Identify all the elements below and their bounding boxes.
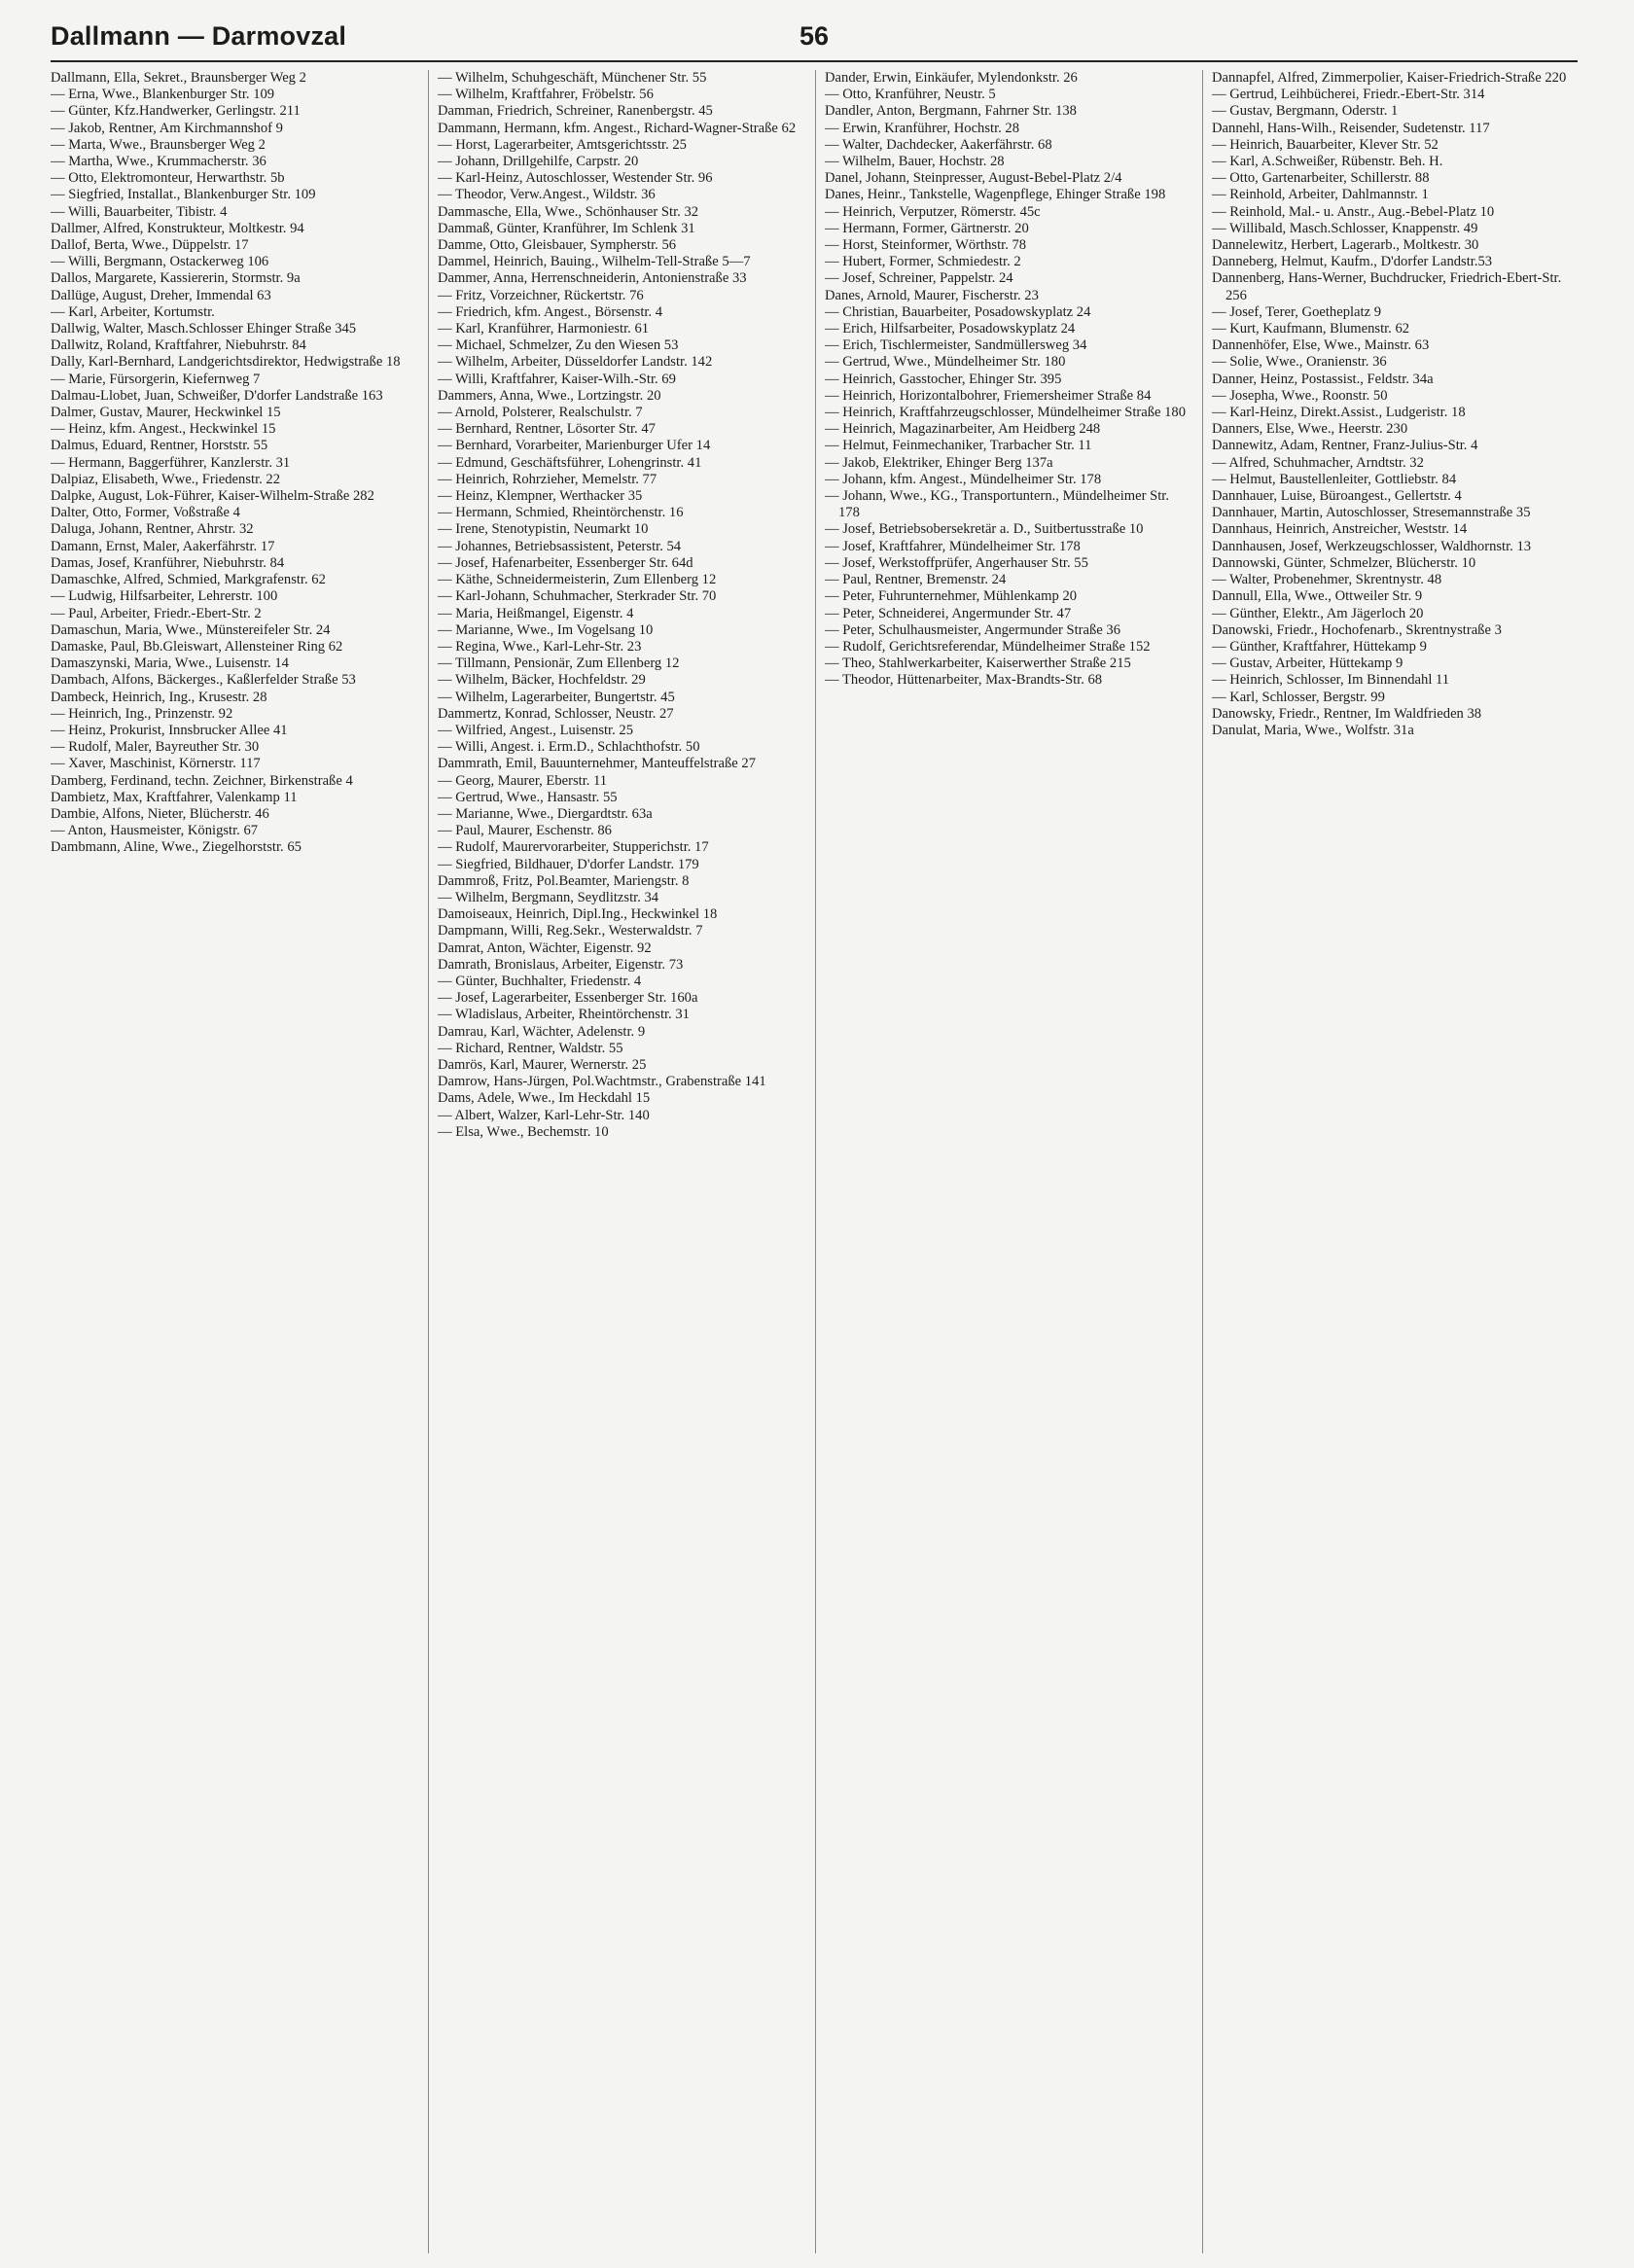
directory-entry: — Josef, Betriebsobersekretär a. D., Suitbertusstraße 10 [825, 521, 1144, 538]
directory-entry: Dallmann, Ella, Sekret., Braunsberger Weg 2 [51, 70, 306, 86]
directory-entry: — Willi, Bauarbeiter, Tibistr. 4 [51, 203, 228, 220]
directory-entry: — Wilhelm, Bergmann, Seydlitzstr. 34 [438, 889, 659, 905]
directory-entry: — Otto, Elektromonteur, Herwarthstr. 5b [51, 170, 285, 187]
directory-entry: — Erna, Wwe., Blankenburger Str. 109 [51, 87, 275, 103]
directory-entry: — Tillmann, Pensionär, Zum Ellenberg 12 [438, 656, 680, 672]
directory-entry: Dannenhöfer, Else, Wwe., Mainstr. 63 [1212, 337, 1430, 354]
directory-entry: — Wilfried, Angest., Luisenstr. 25 [438, 722, 634, 738]
directory-entry: Dammaß, Günter, Kranführer, Im Schlenk 31 [438, 220, 695, 236]
directory-entry: — Wilhelm, Arbeiter, Düsseldorfer Landstr. 142 [438, 354, 713, 371]
directory-entry: — Karl-Heinz, Direkt.Assist., Ludgeristr. 18 [1212, 405, 1466, 421]
directory-entry: — Gertrud, Wwe., Mündelheimer Str. 180 [825, 354, 1066, 371]
directory-entry: — Alfred, Schuhmacher, Arndtstr. 32 [1212, 454, 1424, 471]
directory-entry: Damoiseaux, Heinrich, Dipl.Ing., Heckwinkel 18 [438, 906, 718, 923]
directory-entry: — Wilhelm, Bauer, Hochstr. 28 [825, 154, 1005, 170]
directory-entry: — Gertrud, Leihbücherei, Friedr.-Ebert-Str. 314 [1212, 87, 1485, 103]
directory-entry: — Georg, Maurer, Eberstr. 11 [438, 772, 608, 789]
directory-entry: — Wilhelm, Schuhgeschäft, Münchener Str. 55 [438, 70, 707, 86]
directory-entry: — Heinrich, Schlosser, Im Binnendahl 11 [1212, 672, 1450, 689]
directory-entry: — Hubert, Former, Schmiedestr. 2 [825, 254, 1021, 270]
directory-entry: — Marianne, Wwe., Diergardtstr. 63a [438, 805, 653, 822]
directory-entry: — Gertrud, Wwe., Hansastr. 55 [438, 789, 618, 805]
running-head: Dallmann — Darmovzal [51, 21, 347, 51]
directory-entry: — Willi, Bergmann, Ostackerweg 106 [51, 254, 269, 270]
directory-entry: — Ludwig, Hilfsarbeiter, Lehrerstr. 100 [51, 588, 278, 605]
directory-entry: — Regina, Wwe., Karl-Lehr-Str. 23 [438, 638, 642, 655]
directory-entry: — Edmund, Geschäftsführer, Lohengrinstr. 41 [438, 454, 702, 471]
directory-entry: Dallwig, Walter, Masch.Schlosser Ehinger Straße 345 [51, 321, 357, 337]
directory-entry: Danes, Heinr., Tankstelle, Wagenpflege, Ehinger Straße 198 [825, 187, 1166, 203]
directory-entry: Dannehl, Hans-Wilh., Reisender, Sudetenstr. 117 [1212, 120, 1490, 136]
directory-entry: Damman, Friedrich, Schreiner, Ranenbergstr. 45 [438, 103, 713, 120]
directory-entry: — Johann, Drillgehilfe, Carpstr. 20 [438, 154, 639, 170]
column-divider [428, 70, 429, 2253]
directory-entry: — Horst, Steinformer, Wörthstr. 78 [825, 237, 1027, 254]
directory-entry: Dampmann, Willi, Reg.Sekr., Westerwaldstr. 7 [438, 923, 703, 939]
directory-entry: — Rudolf, Maurervorarbeiter, Stupperichstr. 17 [438, 839, 709, 856]
directory-entry: — Hermann, Schmied, Rheintörchenstr. 16 [438, 505, 684, 521]
directory-entry: Danulat, Maria, Wwe., Wolfstr. 31a [1212, 722, 1414, 738]
directory-entry: — Gustav, Bergmann, Oderstr. 1 [1212, 103, 1399, 120]
directory-entry: — Bernhard, Vorarbeiter, Marienburger Ufer 14 [438, 438, 711, 454]
directory-entry: Damann, Ernst, Maler, Aakerfährstr. 17 [51, 538, 275, 554]
directory-entry: — Heinz, Klempner, Werthacker 35 [438, 488, 643, 505]
directory-entry: — Josef, Terer, Goetheplatz 9 [1212, 303, 1381, 320]
directory-entry: — Wilhelm, Lagerarbeiter, Bungertstr. 45 [438, 689, 675, 705]
directory-entry: Dalter, Otto, Former, Voßstraße 4 [51, 505, 240, 521]
directory-entry: — Peter, Fuhrunternehmer, Mühlenkamp 20 [825, 588, 1078, 605]
directory-entry: — Otto, Kranführer, Neustr. 5 [825, 87, 996, 103]
directory-entry: Danes, Arnold, Maurer, Fischerstr. 23 [825, 287, 1039, 303]
directory-entry: Dally, Karl-Bernhard, Landgerichtsdirektor, Hedwigstraße 18 [51, 354, 401, 371]
directory-entry: — Karl, Arbeiter, Kortumstr. [51, 303, 215, 320]
directory-entry: — Albert, Walzer, Karl-Lehr-Str. 140 [438, 1107, 650, 1123]
directory-entry: Dallwitz, Roland, Kraftfahrer, Niebuhrstr. 84 [51, 337, 306, 354]
directory-entry: Dandler, Anton, Bergmann, Fahrner Str. 138 [825, 103, 1077, 120]
directory-entry: — Rudolf, Gerichtsreferendar, Mündelheimer Straße 152 [825, 638, 1151, 655]
directory-entry: Dannenberg, Hans-Werner, Buchdrucker, Friedrich-Ebert-Str. 256 [1212, 270, 1562, 303]
directory-entry: Dallüge, August, Dreher, Immendal 63 [51, 287, 271, 303]
directory-entry: Dammel, Heinrich, Bauing., Wilhelm-Tell-Straße 5—7 [438, 254, 751, 270]
directory-entry: Dallos, Margarete, Kassiererin, Stormstr. 9a [51, 270, 301, 287]
directory-entry: Dammers, Anna, Wwe., Lortzingstr. 20 [438, 387, 661, 404]
directory-entry: — Paul, Rentner, Bremenstr. 24 [825, 572, 1007, 588]
directory-entry: — Willi, Kraftfahrer, Kaiser-Wilh.-Str. 69 [438, 371, 676, 387]
directory-entry: Dambie, Alfons, Nieter, Blücherstr. 46 [51, 805, 269, 822]
directory-entry: Danners, Else, Wwe., Heerstr. 230 [1212, 421, 1408, 438]
directory-entry: Dammer, Anna, Herrenschneiderin, Antonienstraße 33 [438, 270, 747, 287]
directory-entry: — Heinrich, Gasstocher, Ehinger Str. 395 [825, 371, 1062, 387]
column-2 [438, 70, 805, 2253]
directory-entry: Dammann, Hermann, kfm. Angest., Richard-Wagner-Straße 62 [438, 120, 797, 136]
directory-entry: Dannowski, Günter, Schmelzer, Blücherstr. 10 [1212, 554, 1476, 571]
directory-entry: Danner, Heinz, Postassist., Feldstr. 34a [1212, 371, 1434, 387]
directory-entry: — Hermann, Baggerführer, Kanzlerstr. 31 [51, 454, 291, 471]
directory-entry: — Walter, Probenehmer, Skrentnystr. 48 [1212, 572, 1442, 588]
directory-entry: — Willi, Angest. i. Erm.D., Schlachthofstr. 50 [438, 739, 700, 756]
directory-entry: — Günther, Elektr., Am Jägerloch 20 [1212, 605, 1424, 621]
directory-entry: Dander, Erwin, Einkäufer, Mylendonkstr. 26 [825, 70, 1078, 86]
directory-entry: — Wilhelm, Kraftfahrer, Fröbelstr. 56 [438, 87, 654, 103]
directory-entry: — Günther, Kraftfahrer, Hüttekamp 9 [1212, 638, 1427, 655]
directory-entry: Dannewitz, Adam, Rentner, Franz-Julius-Str. 4 [1212, 438, 1478, 454]
directory-entry: — Wilhelm, Bäcker, Hochfeldstr. 29 [438, 672, 646, 689]
directory-entry: Dalmer, Gustav, Maurer, Heckwinkel 15 [51, 405, 281, 421]
directory-entry: — Johann, Wwe., KG., Transportuntern., Mündelheimer Str. 178 [825, 488, 1170, 521]
directory-entry: Dallof, Berta, Wwe., Düppelstr. 17 [51, 237, 249, 254]
page-number: 56 [799, 21, 830, 51]
directory-entry: — Friedrich, kfm. Angest., Börsenstr. 4 [438, 303, 663, 320]
directory-entry: Dannhausen, Josef, Werkzeugschlosser, Waldhornstr. 13 [1212, 538, 1532, 554]
directory-entry: — Paul, Arbeiter, Friedr.-Ebert-Str. 2 [51, 605, 262, 621]
directory-entry: Dammrath, Emil, Bauunternehmer, Manteuffelstraße 27 [438, 756, 756, 772]
directory-entry: — Karl, Schlosser, Bergstr. 99 [1212, 689, 1385, 705]
directory-entry: — Heinrich, Rohrzieher, Memelstr. 77 [438, 471, 657, 487]
directory-entry: Dambmann, Aline, Wwe., Ziegelhorststr. 65 [51, 839, 302, 856]
directory-entry: Damrau, Karl, Wächter, Adelenstr. 9 [438, 1023, 646, 1040]
directory-entry: — Paul, Maurer, Eschenstr. 86 [438, 823, 612, 839]
directory-entry: — Siegfried, Bildhauer, D'dorfer Landstr. 179 [438, 856, 699, 872]
directory-entry: — Helmut, Feinmechaniker, Trarbacher Str. 11 [825, 438, 1092, 454]
directory-entry: — Irene, Stenotypistin, Neumarkt 10 [438, 521, 649, 538]
directory-entry: — Erwin, Kranführer, Hochstr. 28 [825, 120, 1020, 136]
directory-entry: — Peter, Schneiderei, Angermunder Str. 47 [825, 605, 1072, 621]
directory-entry: Damrow, Hans-Jürgen, Pol.Wachtmstr., Grabenstraße 141 [438, 1074, 766, 1090]
directory-entry: — Willibald, Masch.Schlosser, Knappenstr. 49 [1212, 220, 1478, 236]
directory-entry: — Hermann, Former, Gärtnerstr. 20 [825, 220, 1029, 236]
directory-entry: — Karl-Heinz, Autoschlosser, Westender Str. 96 [438, 170, 713, 187]
directory-entry: — Reinhold, Arbeiter, Dahlmannstr. 1 [1212, 187, 1429, 203]
directory-entry: — Theodor, Verw.Angest., Wildstr. 36 [438, 187, 656, 203]
directory-entry: — Wladislaus, Arbeiter, Rheintörchenstr. 31 [438, 1007, 690, 1023]
directory-entry: — Theo, Stahlwerkarbeiter, Kaiserwerther Straße 215 [825, 656, 1131, 672]
column-4 [1212, 70, 1580, 2253]
directory-entry: — Xaver, Maschinist, Körnerstr. 117 [51, 756, 261, 772]
directory-entry: — Karl, A.Schweißer, Rübenstr. Beh. H. [1212, 154, 1443, 170]
directory-entry: — Kurt, Kaufmann, Blumenstr. 62 [1212, 321, 1410, 337]
directory-entry: — Theodor, Hüttenarbeiter, Max-Brandts-Str. 68 [825, 672, 1103, 689]
directory-entry: — Marie, Fürsorgerin, Kiefernweg 7 [51, 371, 261, 387]
directory-entry: — Horst, Lagerarbeiter, Amtsgerichtsstr. 25 [438, 136, 687, 153]
directory-entry: — Gustav, Arbeiter, Hüttekamp 9 [1212, 656, 1403, 672]
directory-entry: Damme, Otto, Gleisbauer, Sympherstr. 56 [438, 237, 677, 254]
directory-entry: — Erich, Tischlermeister, Sandmüllersweg 34 [825, 337, 1087, 354]
directory-entry: Danowsky, Friedr., Rentner, Im Waldfrieden 38 [1212, 705, 1482, 722]
directory-entry: — Heinz, kfm. Angest., Heckwinkel 15 [51, 421, 276, 438]
directory-entry: — Josef, Werkstoffprüfer, Angerhauser Str. 55 [825, 554, 1088, 571]
directory-entry: Damaszynski, Maria, Wwe., Luisenstr. 14 [51, 656, 289, 672]
directory-entry: — Marianne, Wwe., Im Vogelsang 10 [438, 621, 654, 638]
directory-entry: — Heinrich, Horizontalbohrer, Friemersheimer Straße 84 [825, 387, 1152, 404]
directory-entry: — Erich, Hilfsarbeiter, Posadowskyplatz 24 [825, 321, 1076, 337]
directory-entry: — Siegfried, Installat., Blankenburger Str. 109 [51, 187, 316, 203]
directory-entry: Dannhauer, Luise, Büroangest., Gellertstr. 4 [1212, 488, 1462, 505]
directory-entry: Dammertz, Konrad, Schlosser, Neustr. 27 [438, 705, 674, 722]
directory-entry: — Richard, Rentner, Waldstr. 55 [438, 1040, 623, 1056]
directory-entry: — Heinrich, Verputzer, Römerstr. 45c [825, 203, 1041, 220]
directory-entry: Damrös, Karl, Maurer, Wernerstr. 25 [438, 1056, 647, 1073]
directory-entry: — Josef, Hafenarbeiter, Essenberger Str. 64d [438, 554, 693, 571]
directory-entry: — Bernhard, Rentner, Lösorter Str. 47 [438, 421, 656, 438]
directory-entry: — Marta, Wwe., Braunsberger Weg 2 [51, 136, 266, 153]
directory-entry: Dannhaus, Heinrich, Anstreicher, Weststr. 14 [1212, 521, 1468, 538]
directory-entry: — Heinrich, Magazinarbeiter, Am Heidberg 248 [825, 421, 1101, 438]
directory-entry: Danowski, Friedr., Hochofenarb., Skrentnystraße 3 [1212, 621, 1502, 638]
directory-entry: — Arnold, Polsterer, Realschulstr. 7 [438, 405, 643, 421]
directory-entry: — Josepha, Wwe., Roonstr. 50 [1212, 387, 1388, 404]
directory-entry: Dalmus, Eduard, Rentner, Horststr. 55 [51, 438, 268, 454]
directory-entry: — Elsa, Wwe., Bechemstr. 10 [438, 1123, 609, 1140]
directory-entry: — Karl-Johann, Schuhmacher, Sterkrader Str. 70 [438, 588, 717, 605]
directory-entry: Dalpiaz, Elisabeth, Wwe., Friedenstr. 22 [51, 471, 281, 487]
directory-entry: Danel, Johann, Steinpresser, August-Bebel-Platz 2/4 [825, 170, 1122, 187]
directory-entry: — Otto, Gartenarbeiter, Schillerstr. 88 [1212, 170, 1430, 187]
directory-entry: Dannull, Ella, Wwe., Ottweiler Str. 9 [1212, 588, 1423, 605]
directory-entry: — Karl, Kranführer, Harmoniestr. 61 [438, 321, 650, 337]
page-header [51, 18, 1578, 62]
directory-entry: Dambietz, Max, Kraftfahrer, Valenkamp 11 [51, 789, 298, 805]
directory-entry: Dambach, Alfons, Bäckerges., Kaßlerfelder Straße 53 [51, 672, 356, 689]
directory-entry: — Anton, Hausmeister, Königstr. 67 [51, 823, 259, 839]
directory-entry: Damaschke, Alfred, Schmied, Markgrafenstr. 62 [51, 572, 326, 588]
column-3 [825, 70, 1192, 2253]
directory-entry: — Fritz, Vorzeichner, Rückertstr. 76 [438, 287, 644, 303]
directory-entry: — Günter, Kfz.Handwerker, Gerlingstr. 211 [51, 103, 301, 120]
directory-entry: Dalpke, August, Lok-Führer, Kaiser-Wilhelm-Straße 282 [51, 488, 374, 505]
directory-entry: — Solie, Wwe., Oranienstr. 36 [1212, 354, 1387, 371]
directory-entry: Dannelewitz, Herbert, Lagerarb., Moltkestr. 30 [1212, 237, 1479, 254]
directory-entry: — Johannes, Betriebsassistent, Peterstr. 54 [438, 538, 682, 554]
directory-entry: Damaschun, Maria, Wwe., Münstereifeler Str. 24 [51, 621, 331, 638]
directory-entry: — Martha, Wwe., Krummacherstr. 36 [51, 154, 266, 170]
directory-entry: Dalmau-Llobet, Juan, Schweißer, D'dorfer Landstraße 163 [51, 387, 383, 404]
directory-entry: Dallmer, Alfred, Konstrukteur, Moltkestr. 94 [51, 220, 304, 236]
directory-entry: — Johann, kfm. Angest., Mündelheimer Str. 178 [825, 471, 1102, 487]
directory-entry: — Maria, Heißmangel, Eigenstr. 4 [438, 605, 634, 621]
directory-entry: Damrat, Anton, Wächter, Eigenstr. 92 [438, 939, 652, 956]
directory-entry: — Walter, Dachdecker, Aakerfährstr. 68 [825, 136, 1052, 153]
directory-entry: Dannapfel, Alfred, Zimmerpolier, Kaiser-Friedrich-Straße 220 [1212, 70, 1567, 86]
directory-entry: — Josef, Kraftfahrer, Mündelheimer Str. 178 [825, 538, 1081, 554]
directory-entry: — Heinrich, Ing., Prinzenstr. 92 [51, 705, 233, 722]
directory-entry: — Heinrich, Bauarbeiter, Klever Str. 52 [1212, 136, 1439, 153]
directory-entry: Damrath, Bronislaus, Arbeiter, Eigenstr. 73 [438, 956, 684, 973]
directory-entry: Dams, Adele, Wwe., Im Heckdahl 15 [438, 1090, 651, 1107]
column-divider [815, 70, 816, 2253]
directory-entry: — Michael, Schmelzer, Zu den Wiesen 53 [438, 337, 679, 354]
directory-entry: Damberg, Ferdinand, techn. Zeichner, Birkenstraße 4 [51, 772, 353, 789]
directory-entry: Dannhauer, Martin, Autoschlosser, Stresemannstraße 35 [1212, 505, 1531, 521]
directory-entry: — Rudolf, Maler, Bayreuther Str. 30 [51, 739, 260, 756]
directory-entry: — Peter, Schulhausmeister, Angermunder Straße 36 [825, 621, 1121, 638]
directory-entry: — Heinz, Prokurist, Innsbrucker Allee 41 [51, 722, 288, 738]
directory-entry: Danneberg, Helmut, Kaufm., D'dorfer Landstr.53 [1212, 254, 1493, 270]
directory-entry: — Günter, Buchhalter, Friedenstr. 4 [438, 973, 642, 989]
directory-entry: Dammroß, Fritz, Pol.Beamter, Mariengstr. 8 [438, 872, 690, 889]
directory-entry: Dambeck, Heinrich, Ing., Krusestr. 28 [51, 689, 267, 705]
directory-entry: — Reinhold, Mal.- u. Anstr., Aug.-Bebel-Platz 10 [1212, 203, 1495, 220]
directory-entry: — Heinrich, Kraftfahrzeugschlosser, Mündelheimer Straße 180 [825, 405, 1187, 421]
directory-entry: Daluga, Johann, Rentner, Ahrstr. 32 [51, 521, 254, 538]
directory-columns [51, 70, 1587, 2253]
column-1 [51, 70, 418, 2253]
directory-entry: — Josef, Schreiner, Pappelstr. 24 [825, 270, 1013, 287]
column-divider [1202, 70, 1203, 2253]
directory-entry: Dammasche, Ella, Wwe., Schönhauser Str. 32 [438, 203, 699, 220]
directory-entry: — Christian, Bauarbeiter, Posadowskyplatz 24 [825, 303, 1091, 320]
directory-entry: — Josef, Lagerarbeiter, Essenberger Str. 160a [438, 990, 698, 1007]
directory-entry: — Käthe, Schneidermeisterin, Zum Ellenberg 12 [438, 572, 717, 588]
directory-entry: — Jakob, Elektriker, Ehinger Berg 137a [825, 454, 1053, 471]
directory-entry: Damas, Josef, Kranführer, Niebuhrstr. 84 [51, 554, 285, 571]
directory-entry: Damaske, Paul, Bb.Gleiswart, Allensteiner Ring 62 [51, 638, 343, 655]
directory-entry: — Jakob, Rentner, Am Kirchmannshof 9 [51, 120, 283, 136]
directory-entry: — Helmut, Baustellenleiter, Gottliebstr. 84 [1212, 471, 1457, 487]
